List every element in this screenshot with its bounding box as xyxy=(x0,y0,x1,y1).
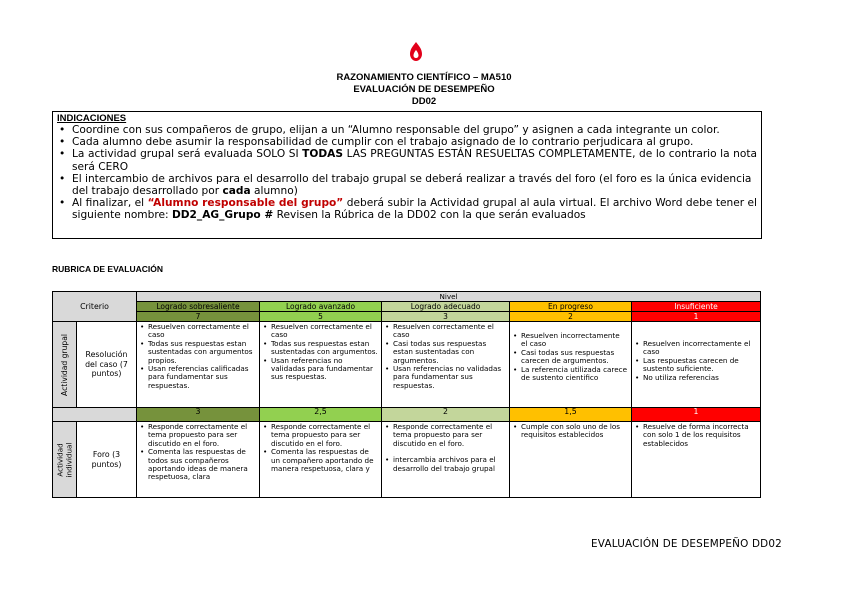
rubric-table xyxy=(52,291,761,498)
descriptor-item: • Resuelven correctamente el caso xyxy=(140,323,256,340)
individual-score: 2,5 xyxy=(260,408,382,422)
section-label-individual: Actividad individual xyxy=(53,422,77,498)
level-score: 1 xyxy=(632,312,761,322)
indicacion-item: • El intercambio de archivos para el desarrollo del trabajo grupal se deberá realizar a través del foro (el foro es la única evidencia del trabajo desarrollado por cada alumno) xyxy=(57,173,757,197)
descriptor-cell xyxy=(510,322,632,408)
section-label-grupal: Actividad grupal xyxy=(53,322,77,408)
descriptor-cell xyxy=(137,422,260,498)
descriptor-item: • Casi todas sus respuestas estan sustentadas con argumentos. xyxy=(385,340,506,365)
descriptor-item: • Todas sus respuestas estan sustentadas con argumentos propios. xyxy=(140,340,256,365)
descriptor-item: • Responde correctamente el tema propuesto para ser discutido en el foro. xyxy=(385,423,506,448)
descriptor-list xyxy=(385,323,506,390)
descriptor-cell xyxy=(137,322,260,408)
descriptor-item: • Responde correctamente el tema propuesto para ser discutido en el foro. xyxy=(140,423,256,448)
descriptor-item: • Cumple con solo uno de los requisitos establecidos xyxy=(513,423,628,440)
descriptor-cell xyxy=(260,422,382,498)
indicacion-item: • Coordine con sus compañeros de grupo, elijan a un “Alumno responsable del grupo” y asignen a cada integrante un color. xyxy=(57,124,757,136)
descriptor-cell xyxy=(260,322,382,408)
descriptor-item: • Resuelven incorrectamente el caso xyxy=(513,332,628,349)
descriptor-item: • Responde correctamente el tema propuesto para ser discutido en el foro. xyxy=(263,423,378,448)
indicaciones-list xyxy=(57,124,757,222)
descriptor-item: • Comenta las respuestas de un compañero aportando de manera respetuosa, clara y xyxy=(263,448,378,473)
descriptor-item: • Resuelve de forma incorrecta con solo 1 de los requisitos establecidos xyxy=(635,423,757,448)
descriptor-list xyxy=(385,423,506,473)
descriptor-item: • Resuelven correctamente el caso xyxy=(385,323,506,340)
descriptor-list xyxy=(513,423,628,440)
rubrica-title: RUBRICA DE EVALUACIÓN xyxy=(52,264,163,274)
indicacion-item: • Al finalizar, el “Alumno responsable del grupo” deberá subir la Actividad grupal al aula virtual. El archivo Word debe tener el siguiente nombre: DD2_AG_Grupo # Revisen la Rúbrica de la DD02 con la que serán evaluados xyxy=(57,197,757,221)
level-name: Logrado adecuado xyxy=(382,302,510,312)
individual-score: 1,5 xyxy=(510,408,632,422)
descriptor-item: • La referencia utilizada carece de sustento cientifico xyxy=(513,366,628,383)
indicacion-item: • Cada alumno debe asumir la responsabilidad de cumplir con el trabajo asignado de lo contrario perjudicara al grupo. xyxy=(57,136,757,148)
nivel-header: Nivel xyxy=(137,292,761,302)
descriptor-cell xyxy=(382,322,510,408)
descriptor-item: • No utiliza referencias xyxy=(635,374,757,382)
descriptor-cell xyxy=(382,422,510,498)
level-score: 7 xyxy=(137,312,260,322)
level-name: Logrado sobresaliente xyxy=(137,302,260,312)
evaluation-code: DD02 xyxy=(411,96,437,107)
course-title: RAZONAMIENTO CIENTÍFICO – MA510 xyxy=(336,72,512,83)
descriptor-item: • Las respuestas carecen de sustento suficiente. xyxy=(635,357,757,374)
level-score: 3 xyxy=(382,312,510,322)
level-score: 5 xyxy=(260,312,382,322)
indicacion-item: • La actividad grupal será evaluada SOLO SI TODAS LAS PREGUNTAS ESTÁN RESUELTAS COMPLETAMENTE, de lo contrario la nota será CERO xyxy=(57,148,757,172)
descriptor-item: • Casi todas sus respuestas carecen de argumentos. xyxy=(513,349,628,366)
descriptor-item: • Usan referencias no validadas para fundamentar sus respuestas. xyxy=(263,357,378,382)
descriptor-item: • Usan referencias calificadas para fundamentar sus respuestas. xyxy=(140,365,256,390)
descriptor-item: • Todas sus respuestas estan sustentadas con argumentos. xyxy=(263,340,378,357)
individual-score: 2 xyxy=(382,408,510,422)
criterion-foro: Foro (3 puntos) xyxy=(77,422,137,498)
criterio-header: Criterio xyxy=(53,292,137,322)
indicaciones-title: INDICACIONES xyxy=(57,113,127,124)
descriptor-item: • Comenta las respuestas de todos sus compañeros aportando ideas de manera respetuosa, clara xyxy=(140,448,256,482)
descriptor-item: • Resuelven correctamente el caso xyxy=(263,323,378,340)
descriptor-cell xyxy=(632,322,761,408)
criterion-resolucion: Resolución del caso (7 puntos) xyxy=(77,322,137,408)
descriptor-list xyxy=(635,340,757,382)
descriptor-item: • Resuelven incorrectamente el caso xyxy=(635,340,757,357)
footer-label: EVALUACIÓN DE DESEMPEÑO DD02 xyxy=(591,538,782,550)
upc-logo xyxy=(406,41,426,63)
descriptor-list xyxy=(513,332,628,382)
descriptor-item: • Usan referencias no validadas para fundamentar sus respuestas. xyxy=(385,365,506,390)
descriptor-list xyxy=(263,323,378,382)
level-name: Insuficiente xyxy=(632,302,761,312)
level-name: Logrado avanzado xyxy=(260,302,382,312)
descriptor-cell xyxy=(510,422,632,498)
level-name: En progreso xyxy=(510,302,632,312)
descriptor-list xyxy=(635,423,757,448)
indicaciones-box xyxy=(52,111,762,239)
level-score: 2 xyxy=(510,312,632,322)
evaluation-title: EVALUACIÓN DE DESEMPEÑO xyxy=(353,84,495,95)
descriptor-item: • intercambia archivos para el desarrollo del trabajo grupal xyxy=(385,456,506,473)
descriptor-cell xyxy=(632,422,761,498)
score-row-spacer xyxy=(53,408,137,422)
individual-score: 1 xyxy=(632,408,761,422)
individual-score: 3 xyxy=(137,408,260,422)
descriptor-list xyxy=(140,423,256,482)
descriptor-list xyxy=(263,423,378,473)
descriptor-list xyxy=(140,323,256,390)
